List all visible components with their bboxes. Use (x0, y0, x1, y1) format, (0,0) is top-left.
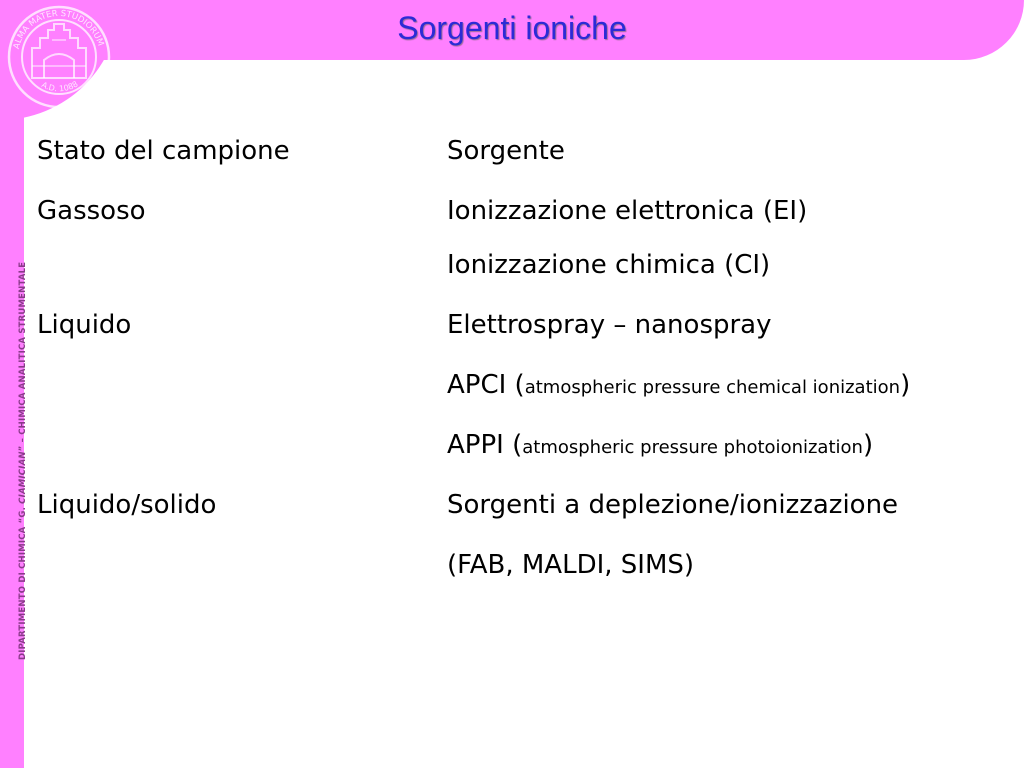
side-caption-italic: CIAMICIAN (18, 451, 28, 504)
row-source: (FAB, MALDI, SIMS) (447, 550, 695, 580)
slide-title: Sorgenti ioniche (397, 10, 627, 46)
table-row (37, 362, 997, 422)
appi-end: ) (862, 430, 874, 460)
appi-expansion: atmospheric pressure photoionization (522, 437, 863, 458)
side-caption-part2: ” – CHIMICA ANALITICA STRUMENTALE (18, 261, 28, 452)
side-caption (18, 262, 28, 660)
table-row (37, 242, 997, 302)
table-row (37, 542, 997, 602)
table-row (37, 422, 997, 482)
header-source: Sorgente (447, 136, 565, 166)
seal-text: ALMA MATER STUDIORUM (11, 8, 106, 51)
header-sample-state: Stato del campione (37, 136, 290, 166)
table-row (37, 188, 997, 242)
row-source: Elettrospray – nanospray (447, 310, 772, 340)
apci-main: APCI ( (447, 370, 525, 400)
seal-date: A.D. 1088 (40, 79, 80, 94)
row-source-apci (447, 370, 910, 400)
row-source: Sorgenti a deplezione/ionizzazione (447, 490, 899, 520)
row-source-appi (447, 430, 873, 460)
table-header-row (37, 128, 997, 188)
apci-expansion: atmospheric pressure chemical ionization (524, 377, 901, 398)
sources-table (37, 128, 997, 602)
row-source: Ionizzazione chimica (CI) (447, 250, 771, 280)
table-row (37, 302, 997, 362)
table-row (37, 482, 997, 542)
side-caption-part1: DIPARTIMENTO DI CHIMICA “G. (18, 503, 28, 660)
appi-main: APPI ( (447, 430, 523, 460)
row-source: Ionizzazione elettronica (EI) (447, 196, 808, 226)
row-state: Gassoso (37, 196, 146, 226)
row-state: Liquido/solido (37, 490, 217, 520)
row-state: Liquido (37, 310, 132, 340)
apci-end: ) (900, 370, 911, 400)
